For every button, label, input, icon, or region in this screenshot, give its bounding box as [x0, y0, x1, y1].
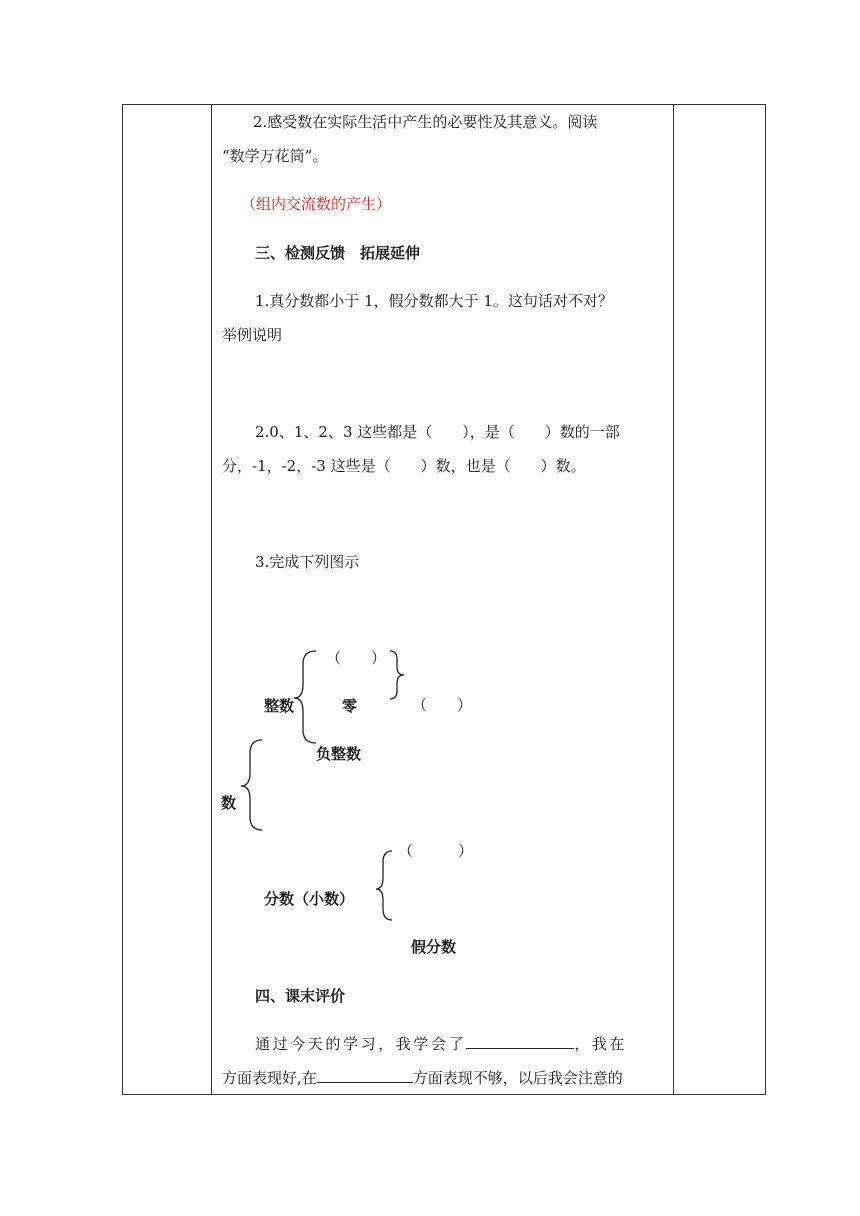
- negative-integer-label: 负整数: [316, 745, 362, 763]
- blank-natural-number: （ ）: [412, 696, 473, 714]
- evaluation-line2: [222, 1068, 623, 1088]
- integer-label: 整数: [264, 697, 295, 715]
- good-performance-blank[interactable]: [317, 1068, 413, 1083]
- evaluation-text-b: ，我在: [574, 1035, 628, 1053]
- group-discussion-note: （组内交流数的产生）: [241, 195, 392, 213]
- learned-blank[interactable]: [466, 1034, 574, 1049]
- question-1-line1: 1.真分数都小于 1，假分数都大于 1。这句话对不对？: [255, 292, 613, 310]
- evaluation-text-d: 方面表现不够，以后我会注意的: [412, 1069, 623, 1087]
- number-brace: [241, 740, 262, 830]
- zero-label: 零: [342, 697, 358, 715]
- positive-brace: [390, 651, 404, 699]
- reading-task-line1: 2.感受数在实际生活中产生的必要性及其意义。阅读: [253, 113, 598, 131]
- evaluation-text-a: 通过今天的学习，我学会了: [255, 1035, 467, 1053]
- question-2-line2: 分，-1，-2，-3 这些是（ ）数，也是（ ）数。: [222, 457, 586, 475]
- fraction-label: 分数（小数）: [264, 890, 355, 908]
- fraction-brace: [376, 851, 392, 920]
- question-1-line2: 举例说明: [222, 326, 283, 344]
- number-label: 数: [221, 794, 237, 812]
- evaluation-text-c: 方面表现好,在: [222, 1069, 317, 1087]
- blank-positive-integer: （ ）: [326, 649, 387, 667]
- question-3: 3.完成下列图示: [255, 553, 360, 571]
- reading-task-line2: “数学万花筒”。: [222, 147, 328, 165]
- integer-brace: [294, 651, 316, 743]
- blank-proper-fraction: （ ）: [398, 842, 474, 860]
- section-four-title: 四、课末评价: [255, 987, 346, 1005]
- evaluation-line1: [255, 1034, 627, 1054]
- improper-fraction-label: 假分数: [411, 938, 457, 956]
- section-three-title: 三、检测反馈 拓展延伸: [255, 244, 421, 262]
- question-2-line1: 2.0、1、2、3 这些都是（ ），是（ ）数的一部: [255, 423, 620, 441]
